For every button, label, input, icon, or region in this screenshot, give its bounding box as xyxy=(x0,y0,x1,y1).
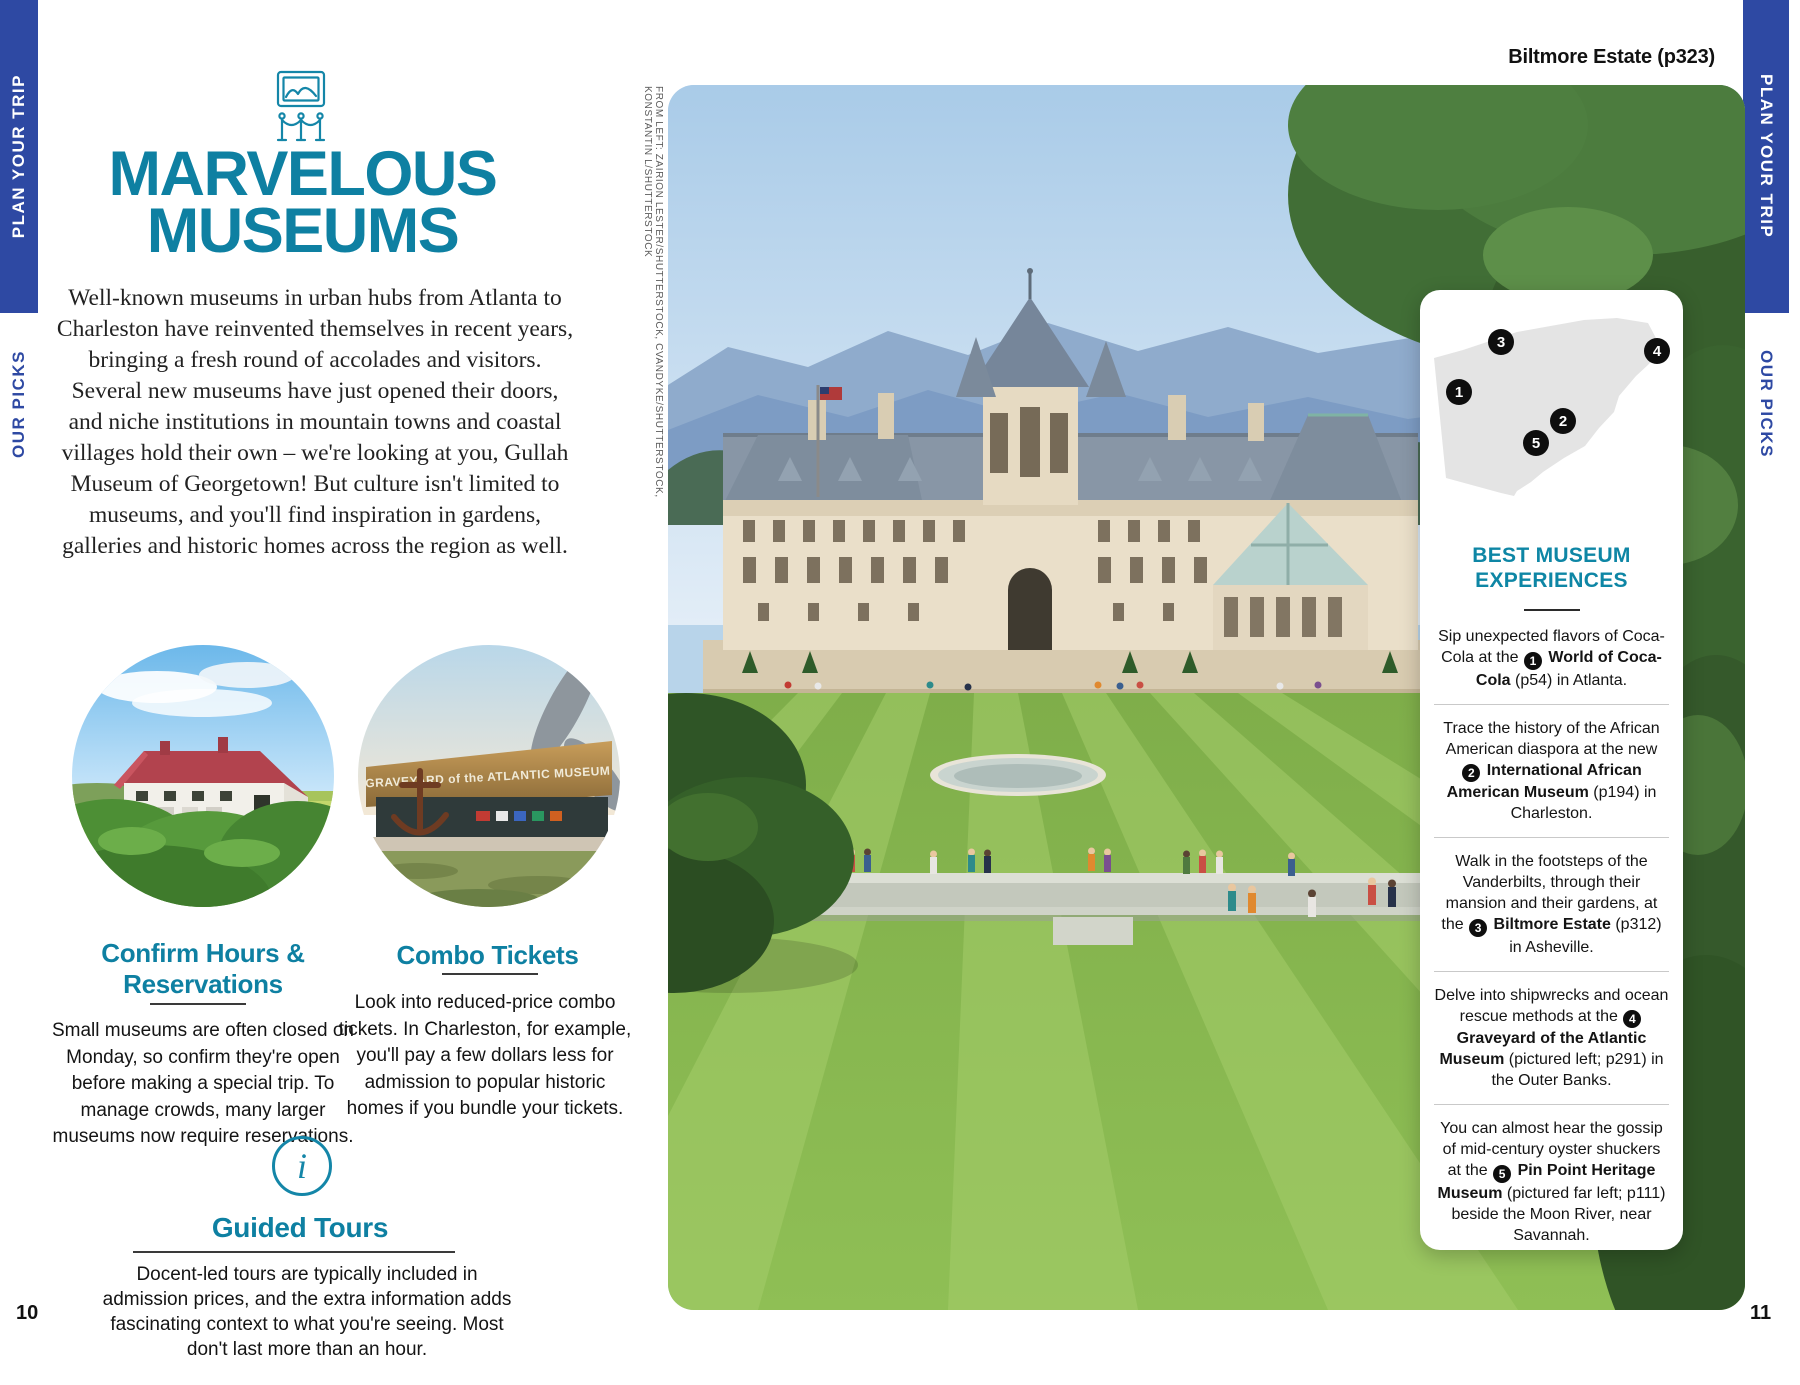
tip-heading-guided-tours: Guided Tours xyxy=(211,1212,389,1243)
card-item-world-of-coca-cola: Sip unexpected flavors of Coca-Cola at the 1 World of Coca-Cola (p54) in Atlanta. xyxy=(1438,628,1665,689)
map-marker-2 xyxy=(1550,408,1576,434)
left-section-tab xyxy=(0,0,38,313)
photo-caption: Biltmore Estate (p323) xyxy=(1508,46,1715,68)
map-marker-3 xyxy=(1488,329,1514,355)
left-subsection-tab xyxy=(0,326,38,481)
divider xyxy=(1434,704,1669,705)
card-item-graveyard-of-the-atlantic: Delve into shipwrecks and ocean rescue methods at the 4 Graveyard of the Atlantic Museum (pictured left; p291) in the Outer Banks. xyxy=(1434,986,1669,1089)
card-item-biltmore-estate: Walk in the footsteps of the Vanderbilts, through their mansion and their gardens, at the 3 Biltmore Estate (p312) in Asheville. xyxy=(1441,853,1662,956)
card-heading-line1: BEST MUSEUM xyxy=(1472,544,1631,567)
right-section-label: PLAN YOUR TRIP xyxy=(1757,74,1776,239)
svg-text:2: 2 xyxy=(1558,413,1567,430)
region-map xyxy=(1427,316,1677,501)
map-marker-1 xyxy=(1446,379,1472,405)
page-title-line2: MUSEUMS xyxy=(146,196,459,266)
info-icon xyxy=(272,1136,332,1196)
svg-text:5: 5 xyxy=(1531,435,1540,452)
right-section-tab xyxy=(1743,0,1789,313)
item-number-badge: 4 xyxy=(1623,1010,1641,1028)
right-subsection-label: OUR PICKS xyxy=(1757,349,1776,458)
card-heading xyxy=(1420,543,1683,593)
page-title-line1: MARVELOUS xyxy=(108,139,497,209)
left-subsection-label: OUR PICKS xyxy=(9,349,28,458)
divider xyxy=(150,1003,246,1005)
divider xyxy=(1434,837,1669,838)
tip-body-guided-tours: Docent-led tours are typically included in admission prices, and the extra information adds fascinating context to what you're seeing. Most don't last more than an hour. xyxy=(102,1264,512,1360)
item-number-badge: 3 xyxy=(1469,919,1487,937)
divider xyxy=(133,1251,455,1253)
divider xyxy=(1524,609,1580,611)
circle-photo-pin-point-museum xyxy=(72,645,334,907)
intro-paragraph: Well-known museums in urban hubs from Atlanta to Charleston have reinvented themselves in recent years, bringing a fresh round of accolades and visitors. Several new museums have just opened their doors, and niche institutions in mountain towns and coastal villages hold their own – we're looking at you, Gullah Museum of Georgetown! But culture isn't limited to museums, and you'll find inspiration in gardens, galleries and historic homes across the region as well. xyxy=(56,285,574,559)
page-title xyxy=(35,139,570,266)
card-item-international-african-american-museum: Trace the history of the African American diaspora at the new 2 International African American Museum (p194) in Charleston. xyxy=(1443,719,1660,822)
map-marker-5 xyxy=(1523,430,1549,456)
item-number-badge: 5 xyxy=(1493,1165,1511,1183)
tip-body-confirm-hours: Small museums are often closed on Monday, so confirm they're open before making a special trip. To manage crowds, many larger museums now require reservations. xyxy=(51,1020,355,1147)
card-item-pin-point-heritage: You can almost hear the gossip of mid-century oyster shuckers at the 5 Pin Point Heritage Museum (pictured far left; p111) beside the Moon River, near Savannah. xyxy=(1437,1120,1666,1244)
tip-heading-combo-tickets: Combo Tickets xyxy=(396,940,579,970)
museum-exhibit-icon xyxy=(268,70,334,144)
circle-photo-graveyard-atlantic-museum xyxy=(358,645,620,907)
divider xyxy=(1434,971,1669,972)
divider xyxy=(442,973,538,975)
item-number-badge: 2 xyxy=(1462,764,1480,782)
right-subsection-tab xyxy=(1743,326,1789,481)
info-icon-glyph: i xyxy=(296,1146,307,1186)
item-number-badge: 1 xyxy=(1524,652,1542,670)
left-section-label: PLAN YOUR TRIP xyxy=(9,74,28,239)
tip-heading-confirm-hours: Confirm Hours & Reservations xyxy=(101,938,305,999)
card-heading-line2: EXPERIENCES xyxy=(1475,569,1628,592)
svg-text:3: 3 xyxy=(1496,334,1505,351)
page-number-left: 10 xyxy=(16,1302,39,1324)
best-experiences-card xyxy=(1420,290,1683,1250)
svg-text:4: 4 xyxy=(1652,343,1661,360)
museum-sign-text: GRAVEYARD of the ATLANTIC MUSEUM xyxy=(364,763,611,791)
card-item-list xyxy=(1420,615,1683,1250)
photo-credit: FROM LEFT: ZAIRION LESTER/SHUTTERSTOCK, CVANDYKE/SHUTTERSTOCK, KONSTANTIN L/SHUTTERSTOCK xyxy=(642,86,664,498)
map-marker-4 xyxy=(1644,338,1670,364)
divider xyxy=(1434,1104,1669,1105)
page-number-right: 11 xyxy=(1750,1302,1772,1324)
tip-body-combo-tickets: Look into reduced-price combo tickets. In Charleston, for example, you'll pay a few dollars less for admission to popular historic homes if you bundle your tickets. xyxy=(338,992,632,1119)
svg-text:1: 1 xyxy=(1454,384,1463,401)
